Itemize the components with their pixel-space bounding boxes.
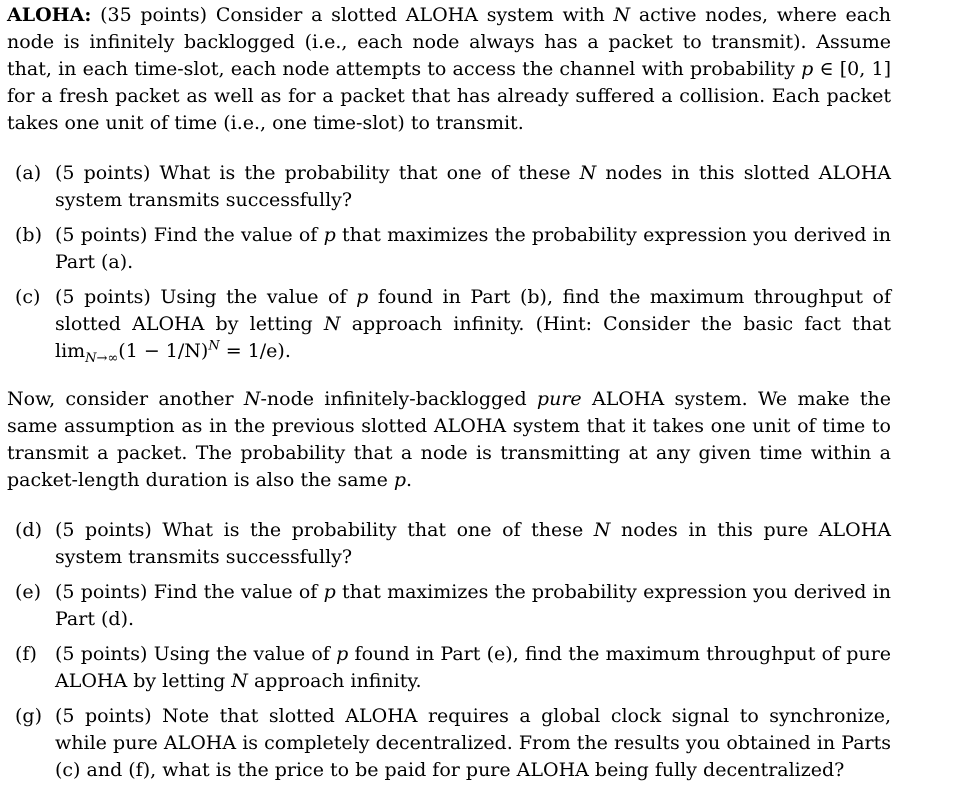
lim-subscript: N→∞ [85,350,119,366]
part-text: nodes in this pure ALOHA system transmits successfully? [55,519,891,568]
part-e [7,579,891,633]
part-label: (c) [15,286,41,308]
part-text: approach infinity. [253,670,422,692]
pure-intro-text-4: . [406,469,413,491]
pure-emphasis: pure [536,388,582,410]
intro-text-1: Consider a slotted ALOHA system with [215,4,605,26]
part-d [7,517,891,571]
part-f [7,641,891,695]
part-text: (5 points) What is the probability that one of these [55,162,571,184]
limit-exponent: N [208,338,220,354]
problem-title: ALOHA: [7,4,92,26]
part-text: found in Part (e), find the maximum throughput of pure ALOHA by letting [55,643,892,692]
part-text: nodes in this slotted ALOHA system transmits successfully? [55,162,892,211]
var-p: p [801,58,814,80]
intro-paragraph [7,2,891,137]
part-a [7,160,891,214]
pure-intro-text-2: -node infinitely-backlogged [260,388,527,410]
part-label: (g) [15,705,42,727]
var-p: p [323,581,336,603]
part-label: (d) [15,519,42,541]
var-p: p [356,286,369,308]
part-c [7,284,891,365]
part-g [7,703,891,784]
pure-aloha-parts [7,517,891,784]
problem-document [7,0,891,792]
pure-aloha-paragraph [7,386,891,494]
part-text: that maximizes the probability expression you derived in Part (d). [55,581,891,630]
part-text: (5 points) Note that slotted ALOHA requires a global clock signal to synchronize, while pure ALOHA is completely decentralized. From the results you obtained in Parts (c) and (f), what is the price to be paid for pure ALOHA being fully decentralized? [55,705,891,781]
problem-points: (35 points) [100,4,208,26]
var-p: p [336,643,349,665]
limit-result: = 1/e). [225,340,291,362]
var-p: p [323,224,336,246]
intro-text-2: active nodes, where each node is infinitely backlogged (i.e., each node always has a packet to transmit). Assume that, in each time-slot, each node attempts to access the channel with probability [7,4,892,80]
var-N: N [579,162,597,184]
var-N: N [243,388,261,410]
part-b [7,222,891,276]
part-text: found in Part (b), find the maximum throughput of slotted ALOHA by letting [55,286,891,335]
limit-formula [55,338,291,366]
part-text: (5 points) Find the value of [55,581,318,603]
pure-intro-text-1: Now, consider another [7,388,234,410]
lim-operator: lim [55,340,86,362]
part-text: (5 points) Using the value of [55,286,347,308]
pure-intro-text-3: ALOHA system. We make the same assumption as in the previous slotted ALOHA system that it takes one unit of time to transmit a packet. The probability that a node is transmitting at any given time within a packet-length duration is also the same [7,388,892,491]
part-text: (5 points) Find the value of [55,224,318,246]
var-p: p [393,469,407,491]
var-N: N [593,519,611,541]
var-N: N [231,670,248,692]
part-label: (f) [15,643,37,665]
var-N: N [613,4,631,26]
part-label: (e) [15,581,42,603]
limit-expression: (1 − 1/N) [118,340,209,362]
part-text: that maximizes the probability expression you derived in Part (a). [55,224,891,273]
part-label: (a) [15,162,42,184]
part-text: (5 points) Using the value of [55,643,330,665]
intro-text-3: ∈ [0, 1] for a fresh packet as well as for a packet that has already suffered a collision. Each packet takes one unit of time (i.e., one time-slot) to transmit. [7,58,891,134]
part-text: (5 points) What is the probability that one of these [55,519,584,541]
slotted-aloha-parts [7,160,891,365]
part-text: approach infinity. (Hint: Consider the basic fact that [351,313,892,335]
part-label: (b) [15,224,42,246]
var-N: N [323,313,341,335]
